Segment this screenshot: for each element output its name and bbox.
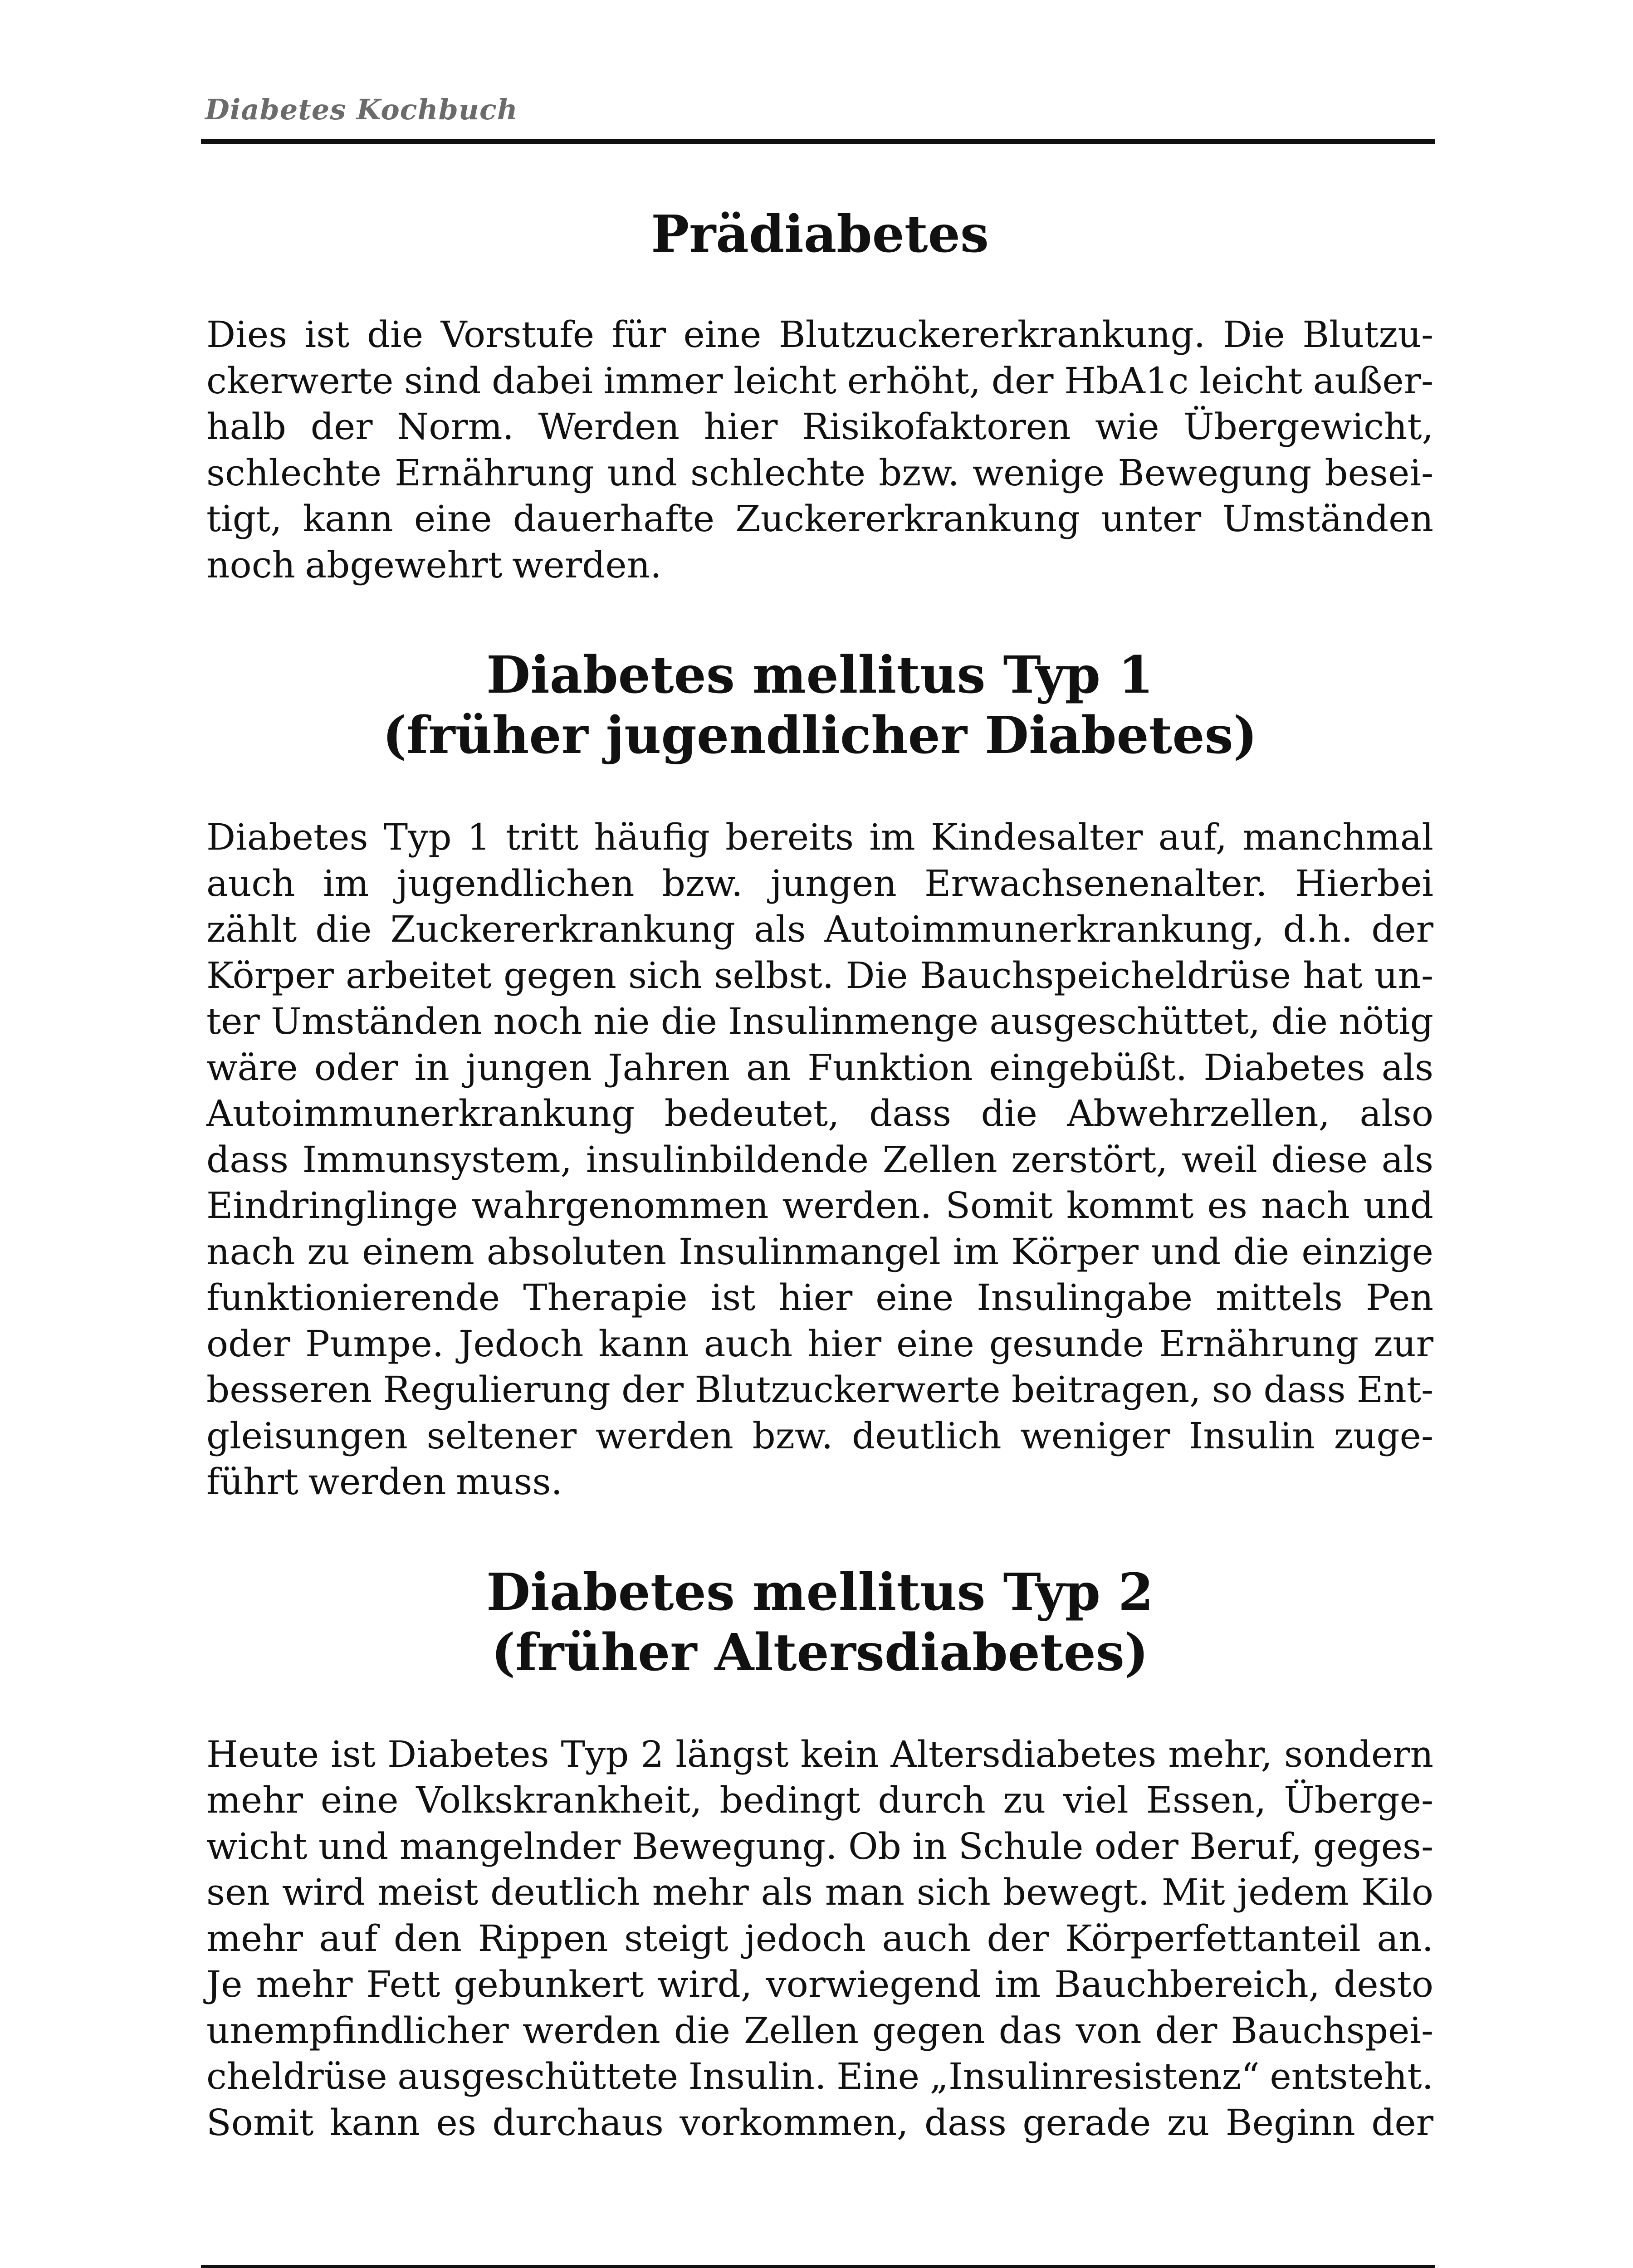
section-title-line: (früher jugendlicher Diabetes) (382, 706, 1257, 765)
text-line: unempfindlicher werden die Zellen gegen das von der Bauchspei- (206, 2009, 1433, 2052)
text-line: Somit kann es durchaus vorkommen, dass gerade zu Beginn der (206, 2101, 1433, 2144)
text-line: Je mehr Fett gebunkert wird, vorwiegend im Bauchbereich, desto (206, 1963, 1433, 2005)
text-line: noch abgewehrt werden. (206, 543, 662, 586)
text-line: mehr auf den Rippen steigt jedoch auch der Körperfettanteil an. (206, 1917, 1433, 1960)
section-title-praediabetes (206, 204, 1433, 264)
text-line: halb der Norm. Werden hier Risikofaktoren wie Übergewicht, (206, 406, 1433, 448)
header-rule (201, 139, 1435, 144)
text-line: sen wird meist deutlich mehr als man sich bewegt. Mit jedem Kilo (206, 1871, 1433, 1913)
text-line: ter Umständen noch nie die Insulinmenge ausgeschüttet, die nötig (206, 1000, 1433, 1042)
text-line: Dies ist die Vorstufe für eine Blutzuckererkrankung. Die Blutzu- (206, 313, 1433, 356)
page-body (206, 204, 1433, 2146)
text-line: zählt die Zuckererkrankung als Autoimmunerkrankung, d.h. der (206, 908, 1433, 950)
section-title-line: Prädiabetes (651, 205, 989, 264)
section-title-line: (früher Altersdiabetes) (491, 1623, 1149, 1682)
section-title-typ-1 (206, 645, 1433, 766)
section-title-typ-2 (206, 1562, 1433, 1683)
paragraph-typ-1 (206, 814, 1433, 1505)
text-line: Eindringlinge wahrgenommen werden. Somit kommt es nach und (206, 1184, 1433, 1227)
text-line: dass Immunsystem, insulinbildende Zellen zerstört, weil diese als (206, 1138, 1433, 1181)
text-line: schlechte Ernährung und schlechte bzw. wenige Bewegung besei- (206, 451, 1433, 494)
text-line: nach zu einem absoluten Insulinmangel im Körper und die einzige (206, 1230, 1433, 1273)
footer-rule (201, 2265, 1435, 2268)
text-line: Körper arbeitet gegen sich selbst. Die Bauchspeicheldrüse hat un- (206, 954, 1433, 997)
text-line: Autoimmunerkrankung bedeutet, dass die Abwehrzellen, also (206, 1092, 1433, 1134)
text-line: auch im jugendlichen bzw. jungen Erwachsenenalter. Hierbei (206, 862, 1433, 904)
running-header: Diabetes Kochbuch (205, 93, 518, 126)
text-line: führt werden muss. (206, 1461, 562, 1503)
text-line: ckerwerte sind dabei immer leicht erhöht, der HbA1c leicht außer- (206, 359, 1433, 402)
section-title-line: Diabetes mellitus Typ 1 (486, 645, 1154, 705)
text-line: wicht und mangelnder Bewegung. Ob in Schule oder Beruf, geges- (206, 1825, 1433, 1867)
text-line: mehr eine Volkskrankheit, bedingt durch zu viel Essen, Überge- (206, 1779, 1433, 1821)
text-line: Diabetes Typ 1 tritt häufig bereits im Kindesalter auf, manchmal (206, 816, 1433, 858)
paragraph-typ-2 (206, 1731, 1433, 2146)
text-line: oder Pumpe. Jedoch kann auch hier eine gesunde Ernährung zur (206, 1322, 1433, 1365)
section-title-line: Diabetes mellitus Typ 2 (486, 1562, 1154, 1622)
paragraph-praediabetes (206, 312, 1433, 588)
text-line: Heute ist Diabetes Typ 2 längst kein Altersdiabetes mehr, sondern (206, 1733, 1433, 1775)
text-line: cheldrüse ausgeschüttete Insulin. Eine „Insulinresistenz“ entsteht. (206, 2055, 1433, 2097)
text-line: gleisungen seltener werden bzw. deutlich weniger Insulin zuge- (206, 1414, 1433, 1457)
text-line: funktionierende Therapie ist hier eine Insulingabe mittels Pen (206, 1276, 1433, 1319)
text-line: tigt, kann eine dauerhafte Zuckererkrankung unter Umständen (206, 498, 1433, 540)
text-line: besseren Regulierung der Blutzuckerwerte beitragen, so dass Ent- (206, 1369, 1433, 1411)
text-line: wäre oder in jungen Jahren an Funktion eingebüßt. Diabetes als (206, 1046, 1433, 1089)
